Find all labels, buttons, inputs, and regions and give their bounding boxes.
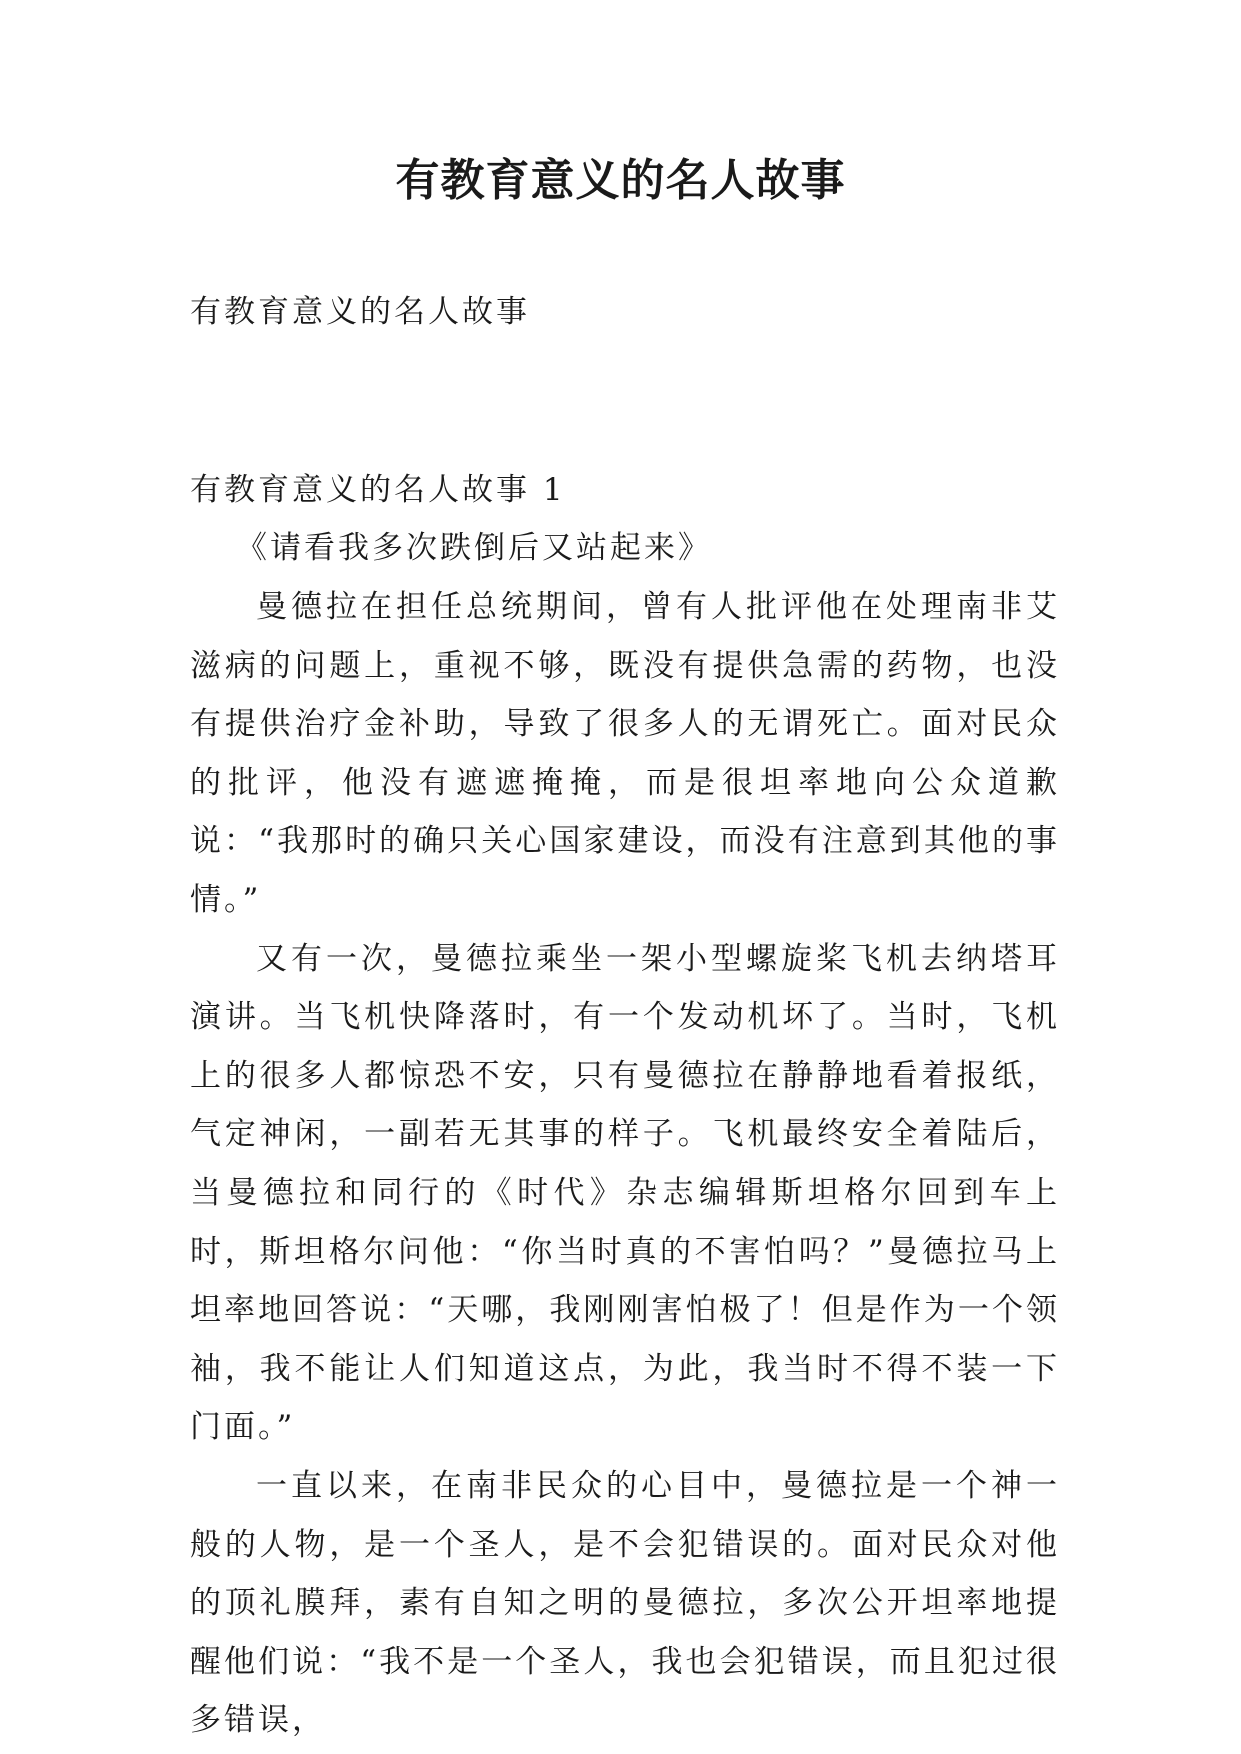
- paragraph-2: 又有一次，曼德拉乘坐一架小型螺旋桨飞机去纳塔耳演讲。当飞机快降落时，有一个发动机坏了。当时，飞机上的很多人都惊恐不安，只有曼德拉在静静地看着报纸，气定神闲，一副若无其事的样子。飞机最终安全着陆后，当曼德拉和同行的《时代》杂志编辑斯坦格尔回到车上时，斯坦格尔问他：“你当时真的不害怕吗？”曼德拉马上坦率地回答说：“天哪，我刚刚害怕极了！但是作为一个领袖，我不能让人们知道这点，为此，我当时不得不装一下门面。”: [190, 940, 1060, 1446]
- story-title: 《请看我多次跌倒后又站起来》: [236, 530, 712, 566]
- story-body: [190, 578, 1060, 1750]
- paragraph-1: 曼德拉在担任总统期间，曾有人批评他在处理南非艾滋病的问题上，重视不够，既没有提供急需的药物，也没有提供治疗金补助，导致了很多人的无谓死亡。面对民众的批评，他没有遮遮掩掩，而是很坦率地向公众道歉说：“我那时的确只关心国家建设，而没有注意到其他的事情。”: [190, 589, 1060, 918]
- paragraph-3: 一直以来，在南非民众的心目中，曼德拉是一个神一般的人物，是一个圣人，是不会犯错误的。面对民众对他的顶礼膜拜，素有自知之明的曼德拉，多次公开坦率地提醒他们说：“我不是一个圣人，我也会犯错误，而且犯过很多错误，: [190, 1467, 1060, 1739]
- document-title: 有教育意义的名人故事: [395, 155, 846, 206]
- section-heading: 有教育意义的名人故事 1: [190, 472, 566, 508]
- document-subtitle: 有教育意义的名人故事: [190, 294, 530, 330]
